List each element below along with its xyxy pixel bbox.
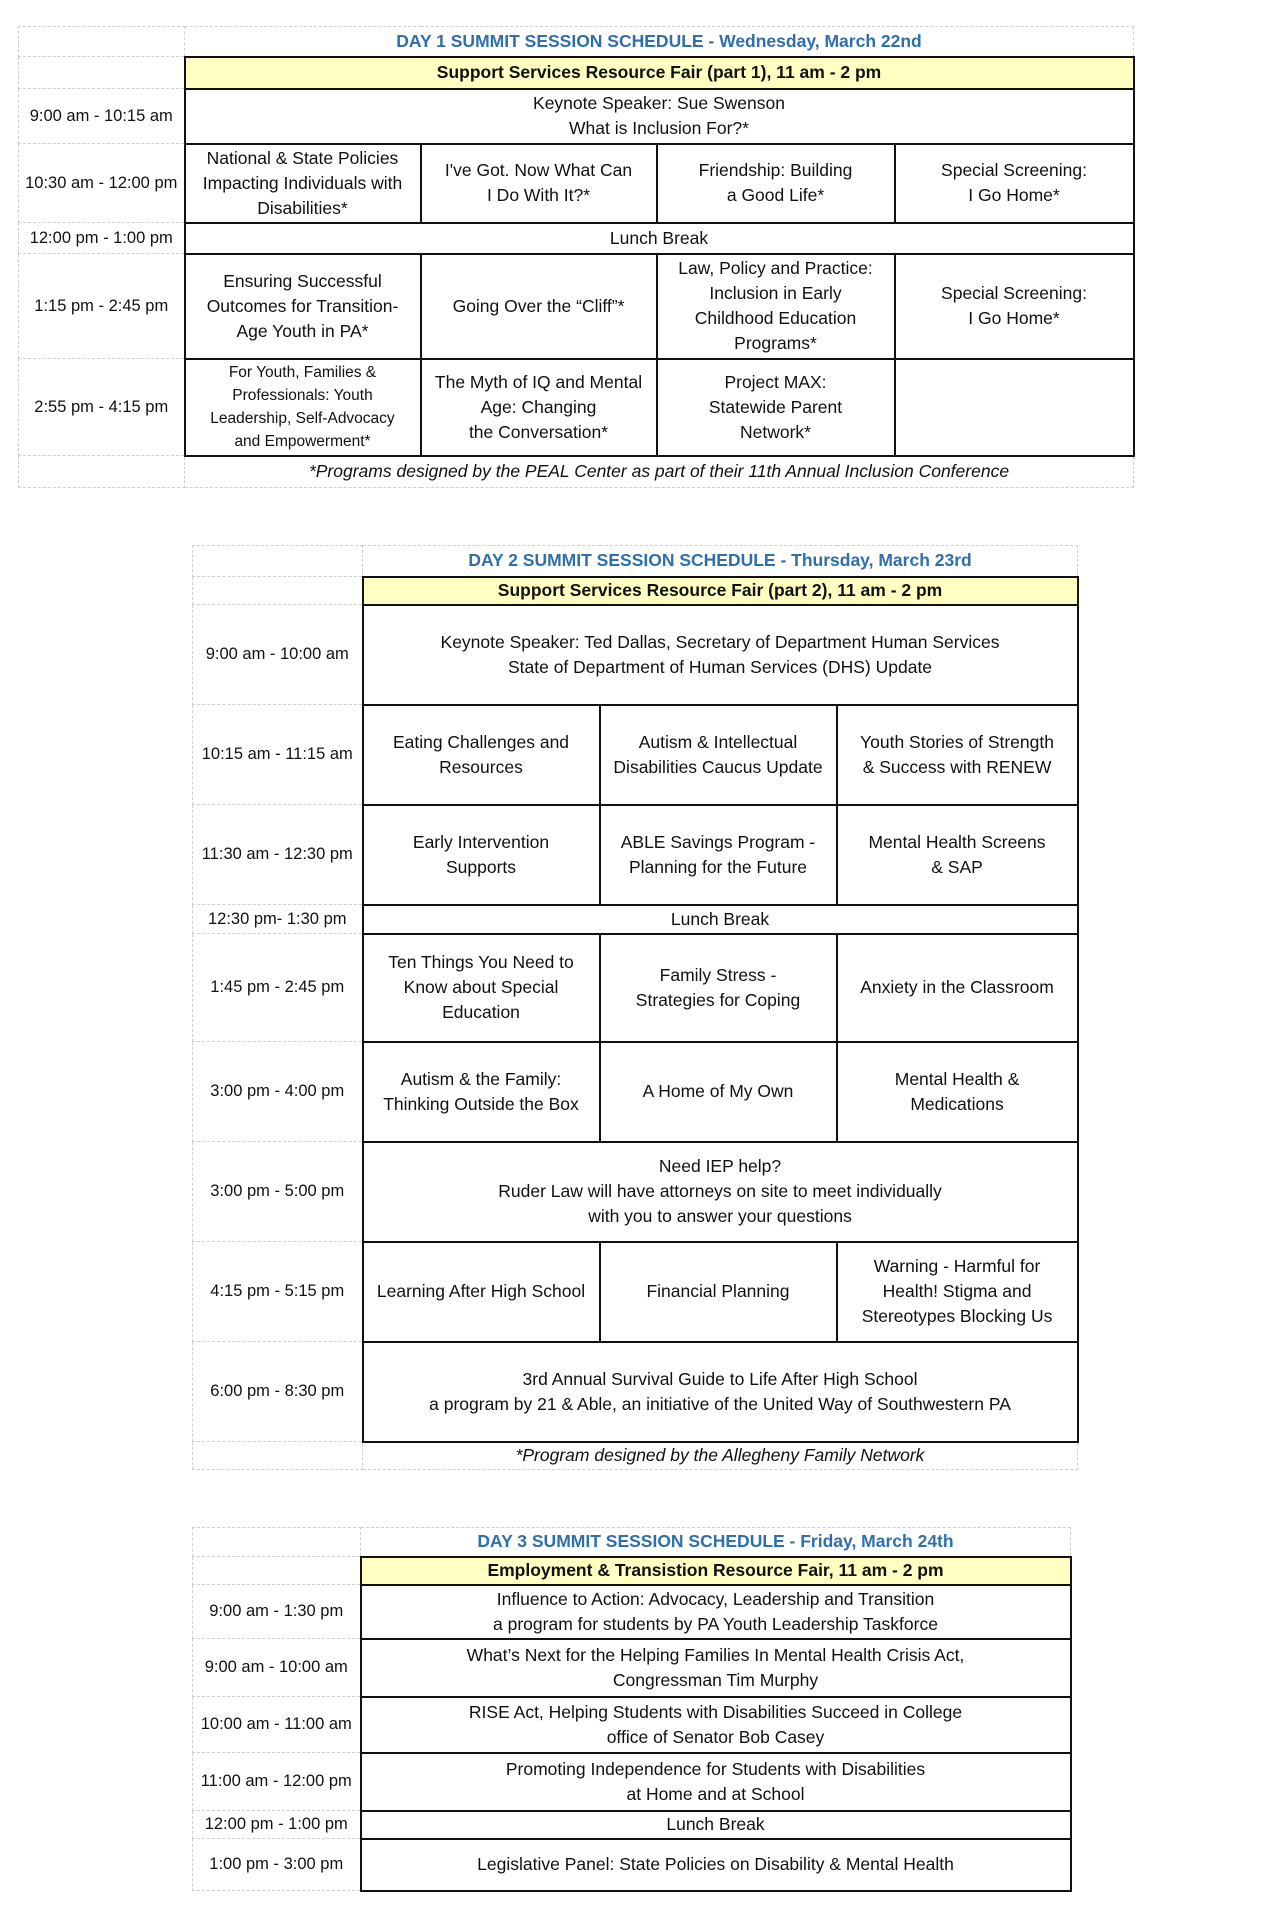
session-cell: The Myth of IQ and Mental Age: Changing the Conversation* [421, 359, 657, 456]
session-iep-help: Need IEP help? Ruder Law will have attorneys on site to meet individually with you to answer your questions [363, 1142, 1078, 1242]
session-cell: Early Intervention Supports [363, 805, 600, 905]
table-row [19, 144, 1134, 223]
table-row [193, 1697, 1071, 1753]
session-cell: Anxiety in the Classroom [837, 934, 1078, 1042]
time-slot: 12:00 pm - 1:00 pm [193, 1811, 361, 1839]
day1-schedule [18, 26, 1135, 488]
table-row [193, 1639, 1071, 1697]
session-cell: Ensuring Successful Outcomes for Transition- Age Youth in PA* [185, 254, 421, 359]
day2-schedule [192, 545, 1079, 1470]
time-slot: 3:00 pm - 5:00 pm [193, 1142, 363, 1242]
time-slot: 10:15 am - 11:15 am [193, 705, 363, 805]
session-cell: What’s Next for the Helping Families In Mental Health Crisis Act, Congressman Tim Murphy [361, 1639, 1071, 1697]
session-cell: Law, Policy and Practice: Inclusion in Early Childhood Education Programs* [657, 254, 895, 359]
table-row [193, 1142, 1078, 1242]
session-cell: Warning - Harmful for Health! Stigma and Stereotypes Blocking Us [837, 1242, 1078, 1342]
session-cell: Ten Things You Need to Know about Special Education [363, 934, 600, 1042]
table-row [19, 223, 1134, 254]
table-row [193, 1042, 1078, 1142]
session-cell: I've Got. Now What Can I Do With It?* [421, 144, 657, 223]
table-row [193, 605, 1078, 705]
day2-table [192, 545, 1079, 1470]
time-slot: 9:00 am - 1:30 pm [193, 1585, 361, 1639]
time-slot: 1:45 pm - 2:45 pm [193, 934, 363, 1042]
session-cell: Youth Stories of Strength & Success with RENEW [837, 705, 1078, 805]
table-row [193, 1839, 1071, 1891]
session-cell: A Home of My Own [600, 1042, 837, 1142]
session-cell: Mental Health Screens & SAP [837, 805, 1078, 905]
session-cell [895, 359, 1134, 456]
table-row [193, 1753, 1071, 1811]
day1-title: DAY 1 SUMMIT SESSION SCHEDULE - Wednesday, March 22nd [185, 27, 1134, 57]
session-cell: National & State Policies Impacting Individuals with Disabilities* [185, 144, 421, 223]
table-row [193, 1585, 1071, 1639]
table-row [193, 705, 1078, 805]
time-slot: 12:30 pm- 1:30 pm [193, 905, 363, 934]
day3-table [192, 1527, 1072, 1892]
day3-schedule [192, 1527, 1072, 1892]
session-cell: Special Screening: I Go Home* [895, 144, 1134, 223]
time-slot: 10:30 am - 12:00 pm [19, 144, 185, 223]
session-cell: RISE Act, Helping Students with Disabilities Succeed in College office of Senator Bob Casey [361, 1697, 1071, 1753]
session-cell: Autism & Intellectual Disabilities Caucus Update [600, 705, 837, 805]
day2-footnote: *Program designed by the Allegheny Family Network [363, 1442, 1078, 1470]
day1-resource-fair: Support Services Resource Fair (part 1), 11 am - 2 pm [185, 57, 1134, 89]
session-cell: Legislative Panel: State Policies on Disability & Mental Health [361, 1839, 1071, 1891]
day2-title: DAY 2 SUMMIT SESSION SCHEDULE - Thursday, March 23rd [363, 546, 1078, 577]
table-row [193, 1342, 1078, 1442]
lunch-break: Lunch Break [361, 1811, 1071, 1839]
session-survival-guide: 3rd Annual Survival Guide to Life After High School a program by 21 & Able, an initiative of the United Way of Southwestern PA [363, 1342, 1078, 1442]
table-row [193, 805, 1078, 905]
time-slot: 9:00 am - 10:15 am [19, 89, 185, 144]
time-slot: 6:00 pm - 8:30 pm [193, 1342, 363, 1442]
session-cell: Going Over the “Cliff”* [421, 254, 657, 359]
session-cell: For Youth, Families & Professionals: Youth Leadership, Self-Advocacy and Empowerment* [185, 359, 421, 456]
session-cell: Friendship: Building a Good Life* [657, 144, 895, 223]
session-keynote: Keynote Speaker: Sue Swenson What is Inclusion For?* [185, 89, 1134, 144]
time-slot: 3:00 pm - 4:00 pm [193, 1042, 363, 1142]
table-row [19, 254, 1134, 359]
session-cell: Learning After High School [363, 1242, 600, 1342]
session-keynote: Keynote Speaker: Ted Dallas, Secretary of Department Human Services State of Department of Human Services (DHS) Update [363, 605, 1078, 705]
time-slot: 1:00 pm - 3:00 pm [193, 1839, 361, 1891]
day1-table [18, 26, 1135, 488]
session-cell: Financial Planning [600, 1242, 837, 1342]
lunch-break: Lunch Break [185, 223, 1134, 254]
time-slot: 1:15 pm - 2:45 pm [19, 254, 185, 359]
day3-title: DAY 3 SUMMIT SESSION SCHEDULE - Friday, March 24th [361, 1528, 1071, 1557]
time-slot: 4:15 pm - 5:15 pm [193, 1242, 363, 1342]
session-cell: Eating Challenges and Resources [363, 705, 600, 805]
day3-resource-fair: Employment & Transistion Resource Fair, 11 am - 2 pm [361, 1557, 1071, 1585]
table-row [19, 359, 1134, 456]
lunch-break: Lunch Break [363, 905, 1078, 934]
session-cell: ABLE Savings Program - Planning for the Future [600, 805, 837, 905]
time-slot: 9:00 am - 10:00 am [193, 1639, 361, 1697]
time-slot: 9:00 am - 10:00 am [193, 605, 363, 705]
table-row [193, 905, 1078, 934]
session-cell: Special Screening: I Go Home* [895, 254, 1134, 359]
time-slot: 11:30 am - 12:30 pm [193, 805, 363, 905]
day1-footnote: *Programs designed by the PEAL Center as part of their 11th Annual Inclusion Conference [185, 456, 1134, 488]
session-cell: Project MAX: Statewide Parent Network* [657, 359, 895, 456]
table-row [19, 89, 1134, 144]
time-slot: 12:00 pm - 1:00 pm [19, 223, 185, 254]
session-cell: Promoting Independence for Students with Disabilities at Home and at School [361, 1753, 1071, 1811]
table-row [193, 934, 1078, 1042]
table-row [193, 1242, 1078, 1342]
time-slot: 11:00 am - 12:00 pm [193, 1753, 361, 1811]
session-cell: Mental Health & Medications [837, 1042, 1078, 1142]
time-slot: 10:00 am - 11:00 am [193, 1697, 361, 1753]
session-cell: Autism & the Family: Thinking Outside the Box [363, 1042, 600, 1142]
session-cell: Influence to Action: Advocacy, Leadership and Transition a program for students by PA Youth Leadership Taskforce [361, 1585, 1071, 1639]
time-slot: 2:55 pm - 4:15 pm [19, 359, 185, 456]
table-row [193, 1811, 1071, 1839]
session-cell: Family Stress - Strategies for Coping [600, 934, 837, 1042]
day2-resource-fair: Support Services Resource Fair (part 2), 11 am - 2 pm [363, 577, 1078, 605]
